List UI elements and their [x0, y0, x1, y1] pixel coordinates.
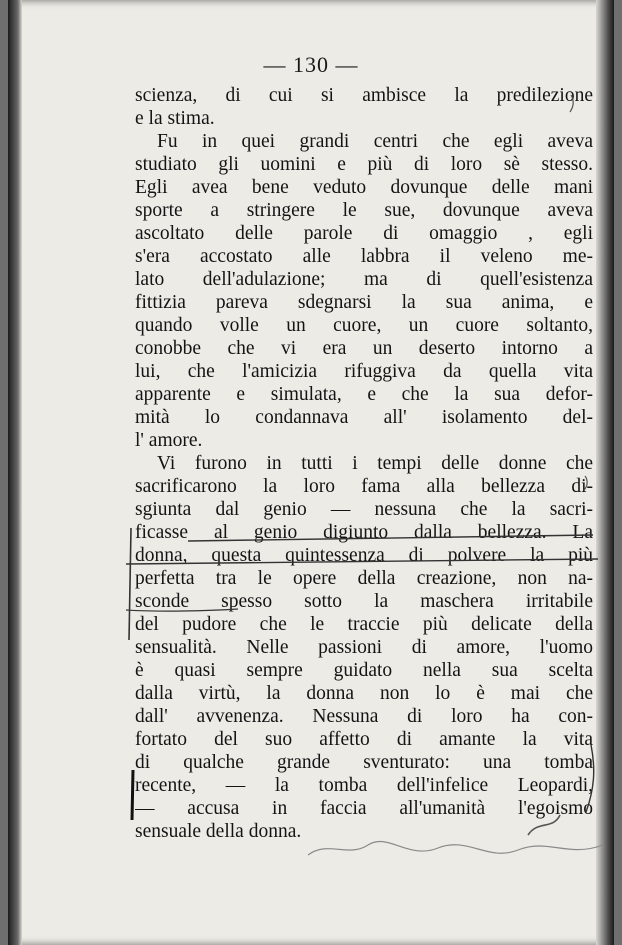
text-line: è quasi sempre guidato nella sua scelta: [135, 660, 593, 681]
text-line: studiato gli uomini e più di loro sè stesso.: [135, 154, 593, 175]
text-line: sconde spesso sotto la maschera irritabile: [135, 591, 593, 612]
text-line: quando volle un cuore, un cuore soltanto,: [135, 315, 593, 336]
margin-mark: [584, 476, 587, 490]
text-line: s'era accostato alle labbra il veleno me-: [135, 246, 593, 267]
text-line: ascoltato delle parole di omaggio , egli: [135, 223, 593, 244]
handwritten-scribble: [308, 841, 603, 855]
text-line: ficasse al genio digiunto dalla bellezza. La: [135, 522, 593, 543]
underline-mark: [126, 609, 238, 611]
text-line: — accusa in faccia all'umanità l'egoismo: [135, 798, 593, 819]
pencil-annotations: [8, 0, 614, 945]
text-line: sacrificarono la loro fama alla bellezza di-: [135, 476, 593, 497]
text-line: l' amore.: [135, 430, 203, 451]
text-line: dall' avvenenza. Nessuna di loro ha con-: [135, 706, 593, 727]
text-line: sporte a stringere le sue, dovunque aveva: [135, 200, 593, 221]
underline-mark: [126, 559, 598, 564]
margin-mark: [570, 95, 573, 112]
underline-mark: [188, 535, 593, 541]
text-line: e la stima.: [135, 108, 215, 129]
text-line: Egli avea bene veduto dovunque delle mani: [135, 177, 593, 198]
text-line: apparente e simulata, e che la sua defor-: [135, 384, 593, 405]
margin-bracket: [129, 528, 131, 640]
text-line: di qualche grande sventurato: una tomba: [135, 752, 593, 773]
text-line: fortato del suo affetto di amante la vita: [135, 729, 593, 750]
margin-bracket: [586, 745, 594, 812]
text-line: fittizia pareva sdegnarsi la sua anima, e: [135, 292, 593, 313]
text-line: recente, — la tomba dell'infelice Leopardi,: [135, 775, 593, 796]
text-line: sensuale della donna.: [135, 821, 302, 842]
text-line: del pudore che le traccie più delicate della: [135, 614, 593, 635]
text-line: perfetta tra le opere della creazione, non na-: [135, 568, 593, 589]
text-line: lui, che l'amicizia rifuggiva da quella vita: [135, 361, 593, 382]
page-number: — 130 —: [263, 52, 359, 77]
handwritten-scribble: [528, 815, 560, 835]
book-page: [8, 0, 614, 945]
text-line: mità lo condannava all' isolamento del-: [135, 407, 593, 428]
text-line: Vi furono in tutti i tempi delle donne che: [157, 453, 593, 474]
text-line: Fu in quei grandi centri che egli aveva: [157, 131, 593, 152]
text-line: dalla virtù, la donna non lo è mai che: [135, 683, 593, 704]
text-line: sgiunta dal genio — nessuna che la sacri-: [135, 499, 593, 520]
text-line: sensualità. Nelle passioni di amore, l'uomo: [135, 637, 593, 658]
margin-bracket: [132, 770, 133, 820]
text-line: donna, questa quintessenza di polvere la più: [135, 545, 593, 566]
text-line: scienza, di cui si ambisce la predilezione: [135, 85, 593, 106]
text-line: conobbe che vi era un deserto intorno a: [135, 338, 593, 359]
text-line: lato dell'adulazione; ma di quell'esistenza: [135, 269, 593, 290]
